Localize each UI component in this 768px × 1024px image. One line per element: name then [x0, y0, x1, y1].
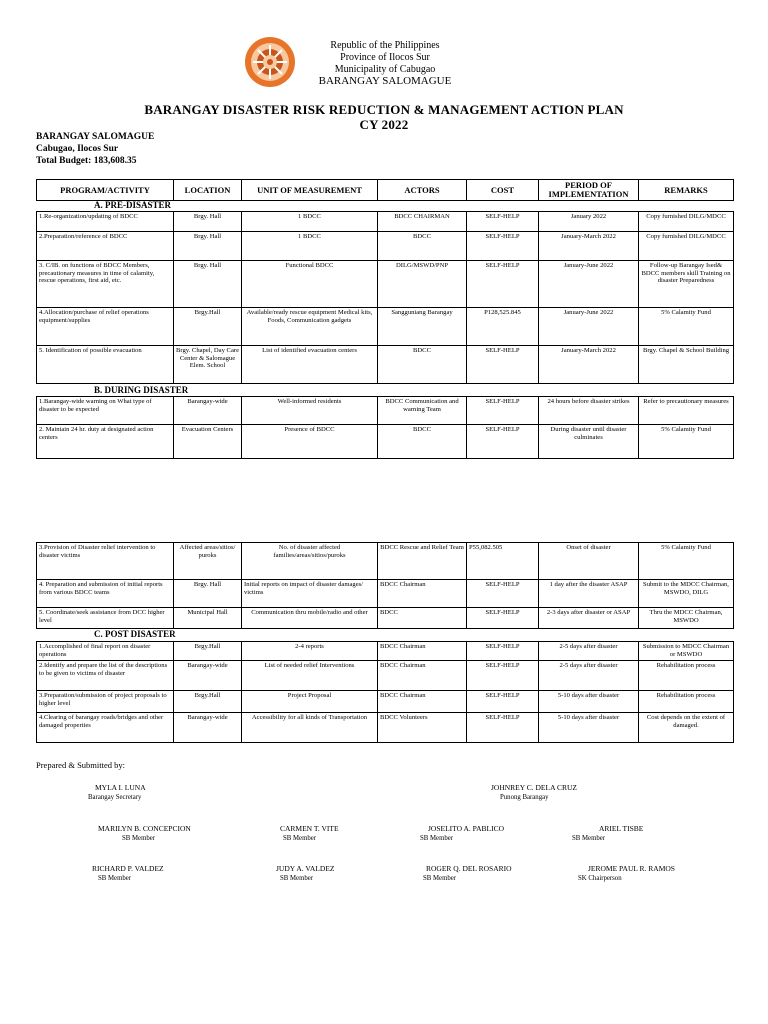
signatory-role: Punong Barangay	[500, 794, 549, 801]
cell-activity: 4. Preparation and submission of initial reports from various BDCC teams	[37, 580, 174, 608]
signatory-role: SB Member	[572, 835, 606, 842]
cell-period: January-March 2022	[539, 346, 639, 384]
signatory-role: SB Member	[122, 835, 156, 842]
signatory-role: SB Member	[423, 875, 457, 882]
signatory-name: MYLA I. LUNA	[95, 783, 146, 792]
column-header: PROGRAM/ACTIVITY	[37, 180, 174, 201]
cell-cost: SELF-HELP	[467, 713, 539, 743]
signatory-name: RICHARD P. VALDEZ	[92, 864, 164, 873]
cell-cost: SELF-HELP	[467, 212, 539, 232]
cell-unit: List of identified evacuation centers	[242, 346, 378, 384]
column-header: REMARKS	[639, 180, 734, 201]
cell-actors: BDCC Communication and warning Team	[378, 397, 467, 425]
signatory-name: CARMEN T. VITE	[280, 824, 339, 833]
cell-activity: 3.Preparation/submission of project proposals to higher level	[37, 691, 174, 713]
info-budget: Total Budget: 183,608.35	[36, 156, 137, 166]
cell-unit: Well-informed residents	[242, 397, 378, 425]
cell-cost: SELF-HELP	[467, 346, 539, 384]
cell-unit: Project Proposal	[242, 691, 378, 713]
cell-remarks: Rehabilitation process	[639, 661, 734, 691]
table-row	[37, 308, 734, 346]
cell-actors: BDCC Chairman	[378, 580, 467, 608]
cell-actors: BDCC	[378, 232, 467, 261]
table-row	[37, 713, 734, 743]
cell-actors: BDCC	[378, 608, 467, 629]
cell-period: 5-10 days after disaster	[539, 713, 639, 743]
cell-cost: SELF-HELP	[467, 642, 539, 661]
cell-activity: 5. Coordinate/seek assistance from DCC higher level	[37, 608, 174, 629]
column-header: UNIT OF MEASUREMENT	[242, 180, 378, 201]
cell-unit: No. of disaster affected families/areas/sitios/puroks	[242, 543, 378, 580]
cell-actors: BDCC Volunteers	[378, 713, 467, 743]
during-disaster-table-continued	[36, 542, 734, 629]
cell-cost: P128,525.845	[467, 308, 539, 346]
table-row	[37, 661, 734, 691]
cell-location: Barangay-wide	[174, 713, 242, 743]
cell-location: Brgy. Hall	[174, 212, 242, 232]
cell-location: Municipal Hall	[174, 608, 242, 629]
cell-actors: BDCC	[378, 346, 467, 384]
cell-period: January-March 2022	[539, 232, 639, 261]
cell-cost: SELF-HELP	[467, 425, 539, 459]
cell-location: Barangay-wide	[174, 397, 242, 425]
info-barangay: BARANGAY SALOMAGUE	[36, 132, 155, 142]
cell-location: Brgy. Chapel, Day Care Center & Salomague Elem. School	[174, 346, 242, 384]
cell-activity: 4.Clearing of barangay roads/bridges and other damaged properties	[37, 713, 174, 743]
cell-activity: 2.Identify and prepare the list of the descriptions to be given to victims of disaster	[37, 661, 174, 691]
cell-unit: Functional BDCC	[242, 261, 378, 308]
cell-actors: Sangguniang Barangay	[378, 308, 467, 346]
cell-unit: List of needed relief Interventions	[242, 661, 378, 691]
cell-location: Brgy. Hall	[174, 261, 242, 308]
cell-remarks: Rehabilitation process	[639, 691, 734, 713]
header-province: Province of Ilocos Sur	[340, 52, 430, 63]
cell-location: Evacuation Centers	[174, 425, 242, 459]
cell-cost: SELF-HELP	[467, 608, 539, 629]
during-disaster-table	[36, 396, 734, 459]
cell-cost: SELF-HELP	[467, 232, 539, 261]
cell-activity: 3. C/IB. on functions of BDCC Members, precautionary measures in time of calamity, rescue operations, first aid, etc.	[37, 261, 174, 308]
column-header: LOCATION	[174, 180, 242, 201]
pre-disaster-table	[36, 211, 734, 384]
cell-cost: SELF-HELP	[467, 261, 539, 308]
header-barangay: BARANGAY SALOMAGUE	[318, 75, 452, 87]
cell-activity: 2. Maintain 24 hr. duty at designated action centers	[37, 425, 174, 459]
cell-actors: BDCC CHAIRMAN	[378, 212, 467, 232]
table-header-row	[37, 180, 734, 201]
signatory-role: SK Chairperson	[578, 875, 622, 882]
cell-unit: Communication thru mobile/radio and other	[242, 608, 378, 629]
cell-period: Onset of disaster	[539, 543, 639, 580]
cell-unit: 2-4 reports	[242, 642, 378, 661]
cell-activity: 5. Identification of possible evacuation	[37, 346, 174, 384]
cell-location: Barangay-wide	[174, 661, 242, 691]
table-row	[37, 397, 734, 425]
table-row	[37, 346, 734, 384]
section-post-disaster: C. POST DISASTER	[94, 629, 176, 639]
cell-remarks: Follow-up Barangay Ised& BDCC members skill Training on disaster Preparedness	[639, 261, 734, 308]
cell-cost: SELF-HELP	[467, 661, 539, 691]
table-row	[37, 608, 734, 629]
cell-period: 24 hours before disaster strikes	[539, 397, 639, 425]
cell-location: Brgy.Hall	[174, 642, 242, 661]
cell-actors: BDCC Chairman	[378, 642, 467, 661]
signatory-role: SB Member	[280, 875, 314, 882]
cell-location: Brgy.Hall	[174, 691, 242, 713]
cell-remarks: Submit to the MDCC Chairman, MSWDO, DILG	[639, 580, 734, 608]
cell-location: Brgy.Hall	[174, 308, 242, 346]
cell-location: Brgy. Hall	[174, 232, 242, 261]
cell-location: Affected areas/sitios/ puroks	[174, 543, 242, 580]
document-title: BARANGAY DISASTER RISK REDUCTION & MANAGEMENT ACTION PLAN	[144, 102, 624, 117]
cell-remarks: 5% Calamity Fund	[639, 543, 734, 580]
cell-unit: Accessibility for all kinds of Transportation	[242, 713, 378, 743]
action-plan-table-pre	[36, 179, 734, 201]
cell-remarks: 5% Calamity Fund	[639, 308, 734, 346]
cell-unit: Initial reports on impact of disaster damages/ victims	[242, 580, 378, 608]
cell-cost: P55,082.505	[467, 543, 539, 580]
cell-cost: SELF-HELP	[467, 580, 539, 608]
cell-remarks: Cost depends on the extent of damaged.	[639, 713, 734, 743]
cell-unit: Presence of BDCC	[242, 425, 378, 459]
cell-actors: BDCC Rescue and Relief Team	[378, 543, 467, 580]
cell-period: January 2022	[539, 212, 639, 232]
cell-period: January-June 2022	[539, 308, 639, 346]
cell-unit: 1 BDCC	[242, 232, 378, 261]
table-row	[37, 691, 734, 713]
signatory-role: SB Member	[98, 875, 132, 882]
table-row	[37, 261, 734, 308]
cell-activity: 4.Allocation/purchase of relief operations equipment/supplies	[37, 308, 174, 346]
signatory-name: JEROME PAUL R. RAMOS	[588, 864, 675, 873]
cell-remarks: 5% Calamity Fund	[639, 425, 734, 459]
cell-activity: 2.Preparation/reference of BDCC	[37, 232, 174, 261]
cell-remarks: Copy furnished DILG/MDCC	[639, 232, 734, 261]
cell-activity: 1.Accomplished of final report on disaster operations	[37, 642, 174, 661]
signatory-name: ROGER Q. DEL ROSARIO	[426, 864, 512, 873]
cell-actors: BDCC	[378, 425, 467, 459]
cell-cost: SELF-HELP	[467, 691, 539, 713]
cell-actors: DILG/MSWD/PNP	[378, 261, 467, 308]
cell-remarks: Refer to precautionary measures	[639, 397, 734, 425]
cell-period: 2-3 days after disaster or ASAP	[539, 608, 639, 629]
cell-period: January-June 2022	[539, 261, 639, 308]
document-year: CY 2022	[359, 117, 409, 132]
column-header: COST	[467, 180, 539, 201]
table-row	[37, 232, 734, 261]
header-republic: Republic of the Philippines	[330, 40, 440, 51]
signatory-name: JOSELITO A. PABLICO	[428, 824, 505, 833]
section-during-disaster: B. DURING DISASTER	[94, 385, 189, 395]
cell-location: Brgy. Hall	[174, 580, 242, 608]
barangay-seal-logo	[244, 36, 296, 88]
prepared-label: Prepared & Submitted by:	[36, 760, 126, 770]
cell-remarks: Copy furnished DILG/MDCC	[639, 212, 734, 232]
cell-period: 5-10 days after disaster	[539, 691, 639, 713]
signatory-name: JOHNREY C. DELA CRUZ	[491, 783, 577, 792]
column-header: ACTORS	[378, 180, 467, 201]
table-row	[37, 543, 734, 580]
cell-cost: SELF-HELP	[467, 397, 539, 425]
signatory-name: MARILYN B. CONCEPCION	[98, 824, 191, 833]
signatory-name: ARIEL TISBE	[599, 824, 644, 833]
header-municipality: Municipality of Cabugao	[334, 64, 436, 75]
section-pre-disaster: A. PRE-DISASTER	[94, 200, 172, 210]
column-header: PERIOD OF IMPLEMENTATION	[539, 180, 639, 201]
table-row	[37, 580, 734, 608]
post-disaster-table	[36, 641, 734, 743]
signatory-name: JUDY A. VALDEZ	[276, 864, 335, 873]
cell-remarks: Submission to MDCC Chairman or MSWDO	[639, 642, 734, 661]
cell-period: During disaster until disaster culminates	[539, 425, 639, 459]
cell-unit: Available/ready rescue equipment Medical kits, Foods, Communication gadgets	[242, 308, 378, 346]
cell-activity: 3.Provision of Disaster relief intervention to disaster victims	[37, 543, 174, 580]
cell-period: 2-5 days after disaster	[539, 642, 639, 661]
cell-remarks: Brgy. Chapel & School Building	[639, 346, 734, 384]
cell-actors: BDCC Chairman	[378, 691, 467, 713]
table-row	[37, 425, 734, 459]
signatory-role: Barangay Secretary	[88, 794, 142, 801]
cell-unit: 1 BDCC	[242, 212, 378, 232]
cell-activity: 1.Barangay-wide warning on What type of disaster to be expected	[37, 397, 174, 425]
cell-remarks: Thru the MDCC Chairman, MSWDO	[639, 608, 734, 629]
info-address: Cabugao, Ilocos Sur	[36, 144, 119, 154]
cell-activity: 1.Re-organization/updating of BDCC	[37, 212, 174, 232]
cell-period: 2-5 days after disaster	[539, 661, 639, 691]
cell-actors: BDCC Chairman	[378, 661, 467, 691]
table-row	[37, 642, 734, 661]
signatory-role: SB Member	[420, 835, 454, 842]
cell-period: 1 day after the disaster ASAP	[539, 580, 639, 608]
signatory-role: SB Member	[283, 835, 317, 842]
table-row	[37, 212, 734, 232]
